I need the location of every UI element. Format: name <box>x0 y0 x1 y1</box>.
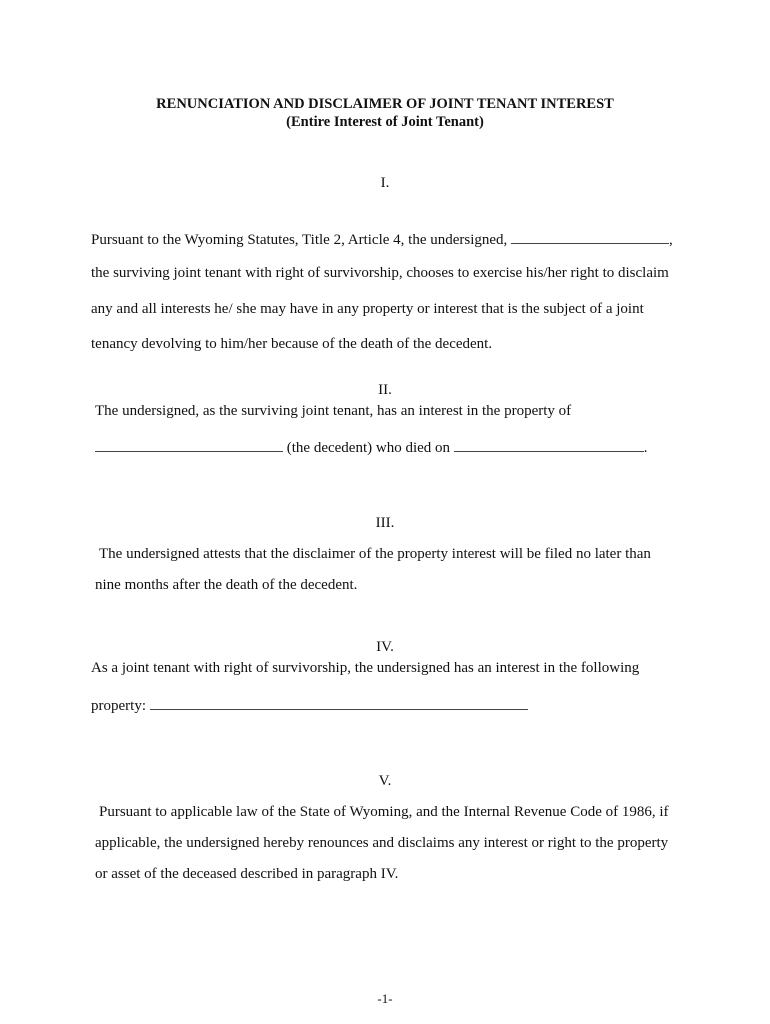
section-4-line-1: As a joint tenant with right of survivorship, the undersigned has an interest in the following <box>91 660 640 676</box>
section-3-line-1: The undersigned attests that the disclaimer of the property interest will be filed no later than <box>99 546 651 562</box>
section-1-line-1 <box>91 230 673 249</box>
undersigned-name-field[interactable] <box>511 230 669 244</box>
section-1-line-1-text: Pursuant to the Wyoming Statutes, Title 2, Article 4, the undersigned, <box>91 232 508 248</box>
section-numeral-2: II. <box>378 382 392 398</box>
document-subtitle: (Entire Interest of Joint Tenant) <box>286 114 484 130</box>
decedent-name-field[interactable] <box>95 438 283 452</box>
section-4-line-2 <box>91 696 528 715</box>
section-numeral-4: IV. <box>376 639 394 655</box>
section-numeral-3: III. <box>375 515 395 531</box>
section-1-line-3: any and all interests he/ she may have in any property or interest that is the subject of a joint <box>91 301 644 317</box>
section-2-line-1: The undersigned, as the surviving joint tenant, has an interest in the property of <box>95 403 572 419</box>
page-number: -1- <box>377 991 393 1006</box>
section-2-line-2 <box>95 438 648 457</box>
document-title: RENUNCIATION AND DISCLAIMER OF JOINT TENANT INTEREST <box>156 96 614 112</box>
section-1-line-1-end: , <box>669 232 673 248</box>
section-3-line-2: nine months after the death of the decedent. <box>95 577 358 593</box>
section-2-line-2-mid: (the decedent) who died on <box>286 440 451 456</box>
date-of-death-field[interactable] <box>454 438 644 452</box>
property-label: property: <box>91 698 146 714</box>
property-description-field[interactable] <box>150 696 528 710</box>
section-numeral-1: I. <box>380 175 390 191</box>
section-5-line-1: Pursuant to applicable law of the State of Wyoming, and the Internal Revenue Code of 1986, if <box>99 804 669 820</box>
section-1-line-2: the surviving joint tenant with right of survivorship, chooses to exercise his/her right to disclaim <box>91 265 669 281</box>
section-5-line-2: applicable, the undersigned hereby renounces and disclaims any interest or right to the property <box>95 835 669 851</box>
section-1-line-4: tenancy devolving to him/her because of the death of the decedent. <box>91 336 493 352</box>
section-5-line-3: or asset of the deceased described in paragraph IV. <box>95 866 399 882</box>
section-numeral-5: V. <box>378 773 392 789</box>
section-2-line-2-end: . <box>643 440 648 456</box>
